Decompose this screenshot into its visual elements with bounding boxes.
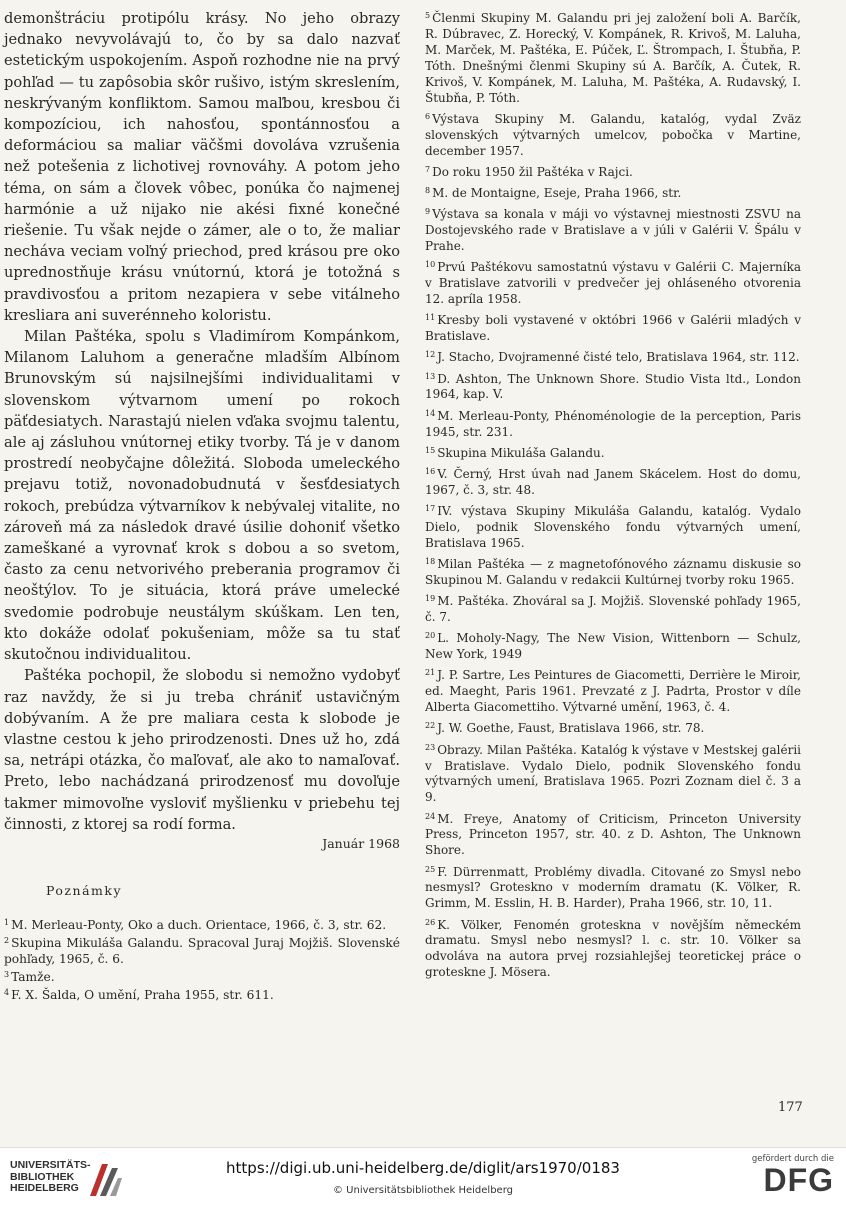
library-name-line: UNIVERSITÄTS- bbox=[10, 1159, 91, 1171]
footnote bbox=[425, 628, 801, 663]
footnote-text: Výstava Skupiny M. Galandu, katalóg, vydal Zväz slovenských výtvarných umelcov, pobočka v Martine, december 1957. bbox=[425, 111, 801, 158]
footnote-text: Tamže. bbox=[11, 970, 55, 985]
footnote bbox=[425, 109, 801, 160]
footnote bbox=[4, 985, 400, 1003]
footnote-number: 26 bbox=[425, 917, 436, 927]
library-name-line: BIBLIOTHEK bbox=[10, 1170, 75, 1183]
footnote-number: 12 bbox=[425, 350, 436, 360]
footnote bbox=[425, 501, 801, 552]
footnote bbox=[425, 809, 801, 860]
footnote-text: K. Völker, Fenomén groteskna v novějším německém dramatu. Smysl nebo nesmysl? l. c. str. 10. Völker sa odvoláva na autora prvej rozsiahlejšej teoretickej práce o groteskne J. Mösera. bbox=[425, 917, 801, 980]
page-number: 177 bbox=[778, 1100, 803, 1115]
footnote-text: J. Stacho, Dvojramenné čisté telo, Bratislava 1964, str. 112. bbox=[437, 350, 800, 365]
footnote-number: 20 bbox=[425, 631, 436, 641]
footnote-number: 24 bbox=[425, 811, 436, 821]
footnote bbox=[425, 718, 801, 737]
footnote bbox=[4, 933, 400, 967]
footnote-number: 9 bbox=[425, 207, 431, 217]
footnote bbox=[425, 443, 801, 462]
footnote-number: 8 bbox=[425, 185, 431, 195]
funder-caption: gefördert durch die bbox=[751, 1154, 834, 1164]
footnote-number: 5 bbox=[425, 11, 431, 20]
footnote bbox=[425, 591, 801, 626]
footnote-number: 15 bbox=[425, 445, 436, 455]
footnote bbox=[425, 665, 801, 716]
footnote bbox=[425, 369, 801, 404]
date-line: Január 1968 bbox=[322, 835, 400, 851]
footnote-number: 18 bbox=[425, 557, 436, 567]
footnote-text: M. Paštéka. Zhováral sa J. Mojžiš. Slovenské pohľady 1965, č. 7. bbox=[425, 594, 801, 625]
footnote-text: Prvú Paštékovu samostatnú výstavu v Galérii C. Majerníka v Bratislave zatvorili v predvečer jej ohláseného otvorenia 12. apríla 1958. bbox=[425, 260, 801, 306]
body-paragraph: demonštráciu protipólu krásy. No jeho obrazy jednako nevyvolávajú to, čo by sa dalo nazvať estetickým uspokojením. Aspoň rozhodne nie na prvý pohľad — tu zapôsobia skôr rušivo, istým skreslením, neskrývaným konfliktom. Samou maľbou, kresbou či kompozíciou, ich nahosťou, spontánnosťou a deformáciou sa maliar väčšmi dovoláva vzrušenia než potešenia z lichotivej rovnováhy. A potom jeho téma, on sám a človek vôbec, ponúka čo najmenej harmónie a už nijako nie akési fixné konečné riešenie. Tu však nejde o zámer, ale o to, že maliar necháva veciam voľný priechod, pred krásou pre oko uprednostňuje krásu vnútornú, ktorá je totožná s pravdivosťou a pritom nezapiera v sebe vitálneho kresliara ani suverénneho koloristu. bbox=[4, 10, 400, 324]
right-column bbox=[425, 8, 801, 983]
footnote bbox=[4, 967, 400, 985]
footnote bbox=[425, 8, 801, 106]
footnote-text: Milan Paštéka — z magnetofónového záznamu diskusie so Skupinou M. Galandu v redakcii Kultúrnej tvorby roku 1965. bbox=[425, 557, 801, 587]
footnote-text: J. W. Goethe, Faust, Bratislava 1966, str. 78. bbox=[437, 721, 705, 736]
footnote-number: 10 bbox=[425, 260, 436, 270]
footnote-number: 2 bbox=[4, 936, 10, 946]
footnote-number: 6 bbox=[425, 111, 431, 121]
footnote bbox=[425, 554, 801, 589]
footnote bbox=[425, 183, 801, 202]
dfg-logo[interactable] bbox=[744, 1154, 834, 1196]
footnote-text: IV. výstava Skupiny Mikuláša Galandu, katalóg. Vydalo Dielo, podnik Slovenského fondu výtvarných umení, Bratislava 1965. bbox=[425, 504, 801, 550]
footnote bbox=[425, 740, 801, 807]
viewer-footer bbox=[0, 1147, 846, 1208]
footnote-number: 16 bbox=[425, 466, 436, 476]
footnote-text: V. Černý, Hrst úvah nad Janem Skácelem. Host do domu, 1967, č. 3, str. 48. bbox=[425, 466, 801, 497]
footnote-text: Výstava sa konala v máji vo výstavnej miestnosti ZSVU na Dostojevského rade v Bratislave a v júli v Galérii V. Špálu v Prahe. bbox=[425, 207, 801, 253]
library-name-line: HEIDELBERG bbox=[10, 1182, 79, 1194]
footnote bbox=[4, 915, 400, 933]
footnote-number: 22 bbox=[425, 721, 436, 731]
footnote bbox=[425, 162, 801, 181]
footnote-text: Členmi Skupiny M. Galandu pri jej založení boli A. Barčík, R. Dúbravec, Z. Horecký, V. Kompánek, R. Krivoš, M. Laluha, M. Marček, M. Paštéka, E. Púček, Ľ. Štrompach, I. Štubňa, P. Tóth. Dnešnými členmi Skupiny sú A. Barčík, A. Čutek, R. Krivoš, V. Kompánek, M. Laluha, M. Paštéka, A. Rudavský, I. Štubňa, P. Tóth. bbox=[425, 11, 801, 105]
footnote-number: 25 bbox=[425, 864, 436, 874]
footnote-text: Kresby boli vystavené v októbri 1966 v Galérii mladých v Bratislave. bbox=[425, 313, 801, 344]
body-paragraph: Milan Paštéka, spolu s Vladimírom Kompánkom, Milanom Laluhom a generačne mladším Albínom Brunovským sú najsilnejšími individualitami v slovenskom výtvarnom umení po rokoch päťdesiatych. Narastajú nielen vďaka svojmu talentu, ale aj zásluhou vnútornej etiky tvorby. Tá je v danom prostredí neobyčajne dôležitá. Sloboda umeleckého prejavu totiž, novonadobudnutá v šesťdesiatych rokoch, prebúdza výtvarníkov k nebývalej vitalite, no zároveň má za následok dravé úsilie dohoniť všetko zameškané a vyrovnať krok s dobou a so svetom, často za cenu netvorivého preberania programov či neoštýlov. To je situácia, ktorá práve umelecké svedomie podrobuje neustálym skúškam. Len ten, kto dokáže odolať pokušeniam, môže sa tu stať skutočnou individualitou. bbox=[4, 328, 400, 664]
footnote-number: 13 bbox=[425, 371, 436, 381]
footnote bbox=[425, 915, 801, 982]
footnote-text: Do roku 1950 žil Paštéka v Rajci. bbox=[432, 164, 633, 179]
notes-heading: Poznámky bbox=[46, 883, 123, 899]
footnote-number: 17 bbox=[425, 504, 436, 514]
footnote-text: M. Merleau-Ponty, Oko a duch. Orientace, 1966, č. 3, str. 62. bbox=[11, 918, 387, 933]
footnote bbox=[425, 464, 801, 499]
dfg-wordmark: DFG bbox=[763, 1162, 834, 1198]
footnote bbox=[425, 862, 801, 913]
footnote-text: J. P. Sartre, Les Peintures de Giacometti, Derrière le Miroir, ed. Maeght, Paris 1961. Prevzaté z J. Padrta, Prostor v díle Alberta Giacomettiho. Výtvarné umění, 1963, č. 4. bbox=[425, 668, 801, 715]
left-column bbox=[4, 8, 400, 1003]
footnote-text: Skupina Mikuláša Galandu. Spracoval Juraj Mojžiš. Slovenské pohľady, 1965, č. 6. bbox=[4, 936, 400, 967]
footnote bbox=[425, 310, 801, 345]
footnote-text: M. Merleau-Ponty, Phénoménologie de la perception, Paris 1945, str. 231. bbox=[425, 408, 801, 439]
body-paragraph: Paštéka pochopil, že slobodu si nemožno vydobyť raz navždy, že si ju treba chrániť ustavičným dobývaním. A že pre maliara cesta k slobode je vlastne cestou k jeho prirodzenosti. Dnes už ho, zdá sa, netrápi otázka, čo maľovať, ale ako to namaľovať. Preto, lebo nachádzaná prirodzenosť mu dovoľuje takmer mimovoľne vysloviť myšlienku v priebehu tej činnosti, z ktorej sa rodí forma. bbox=[4, 667, 400, 833]
footnote-number: 1 bbox=[4, 918, 10, 928]
footnote-text: F. X. Šalda, O umění, Praha 1955, str. 611. bbox=[11, 988, 274, 1003]
footnote bbox=[425, 406, 801, 441]
footnote-text: L. Moholy-Nagy, The New Vision, Wittenborn — Schulz, New York, 1949 bbox=[425, 631, 801, 662]
footnote-number: 3 bbox=[4, 970, 10, 980]
footnote-text: M. de Montaigne, Eseje, Praha 1966, str. bbox=[432, 185, 682, 200]
footnote-text: Obrazy. Milan Paštéka. Katalóg k výstave v Mestskej galérii v Bratislave. Vydalo Dielo, podnik Slovenského fondu výtvarných umení, Bratislava 1965. Pozri Zoznam diel č. 3 a 9. bbox=[425, 742, 801, 805]
footnote-number: 4 bbox=[4, 988, 10, 998]
footnote-number: 21 bbox=[425, 668, 436, 678]
footnote bbox=[425, 204, 801, 255]
footnote-text: D. Ashton, The Unknown Shore. Studio Vista ltd., London 1964, kap. V. bbox=[425, 371, 801, 402]
footnote-number: 7 bbox=[425, 164, 431, 174]
footnote-text: Skupina Mikuláša Galandu. bbox=[437, 445, 605, 460]
footnote bbox=[425, 347, 801, 366]
notes-list bbox=[4, 915, 400, 1003]
footnote-number: 11 bbox=[425, 313, 436, 323]
footnote bbox=[425, 257, 801, 308]
footnote-number: 23 bbox=[425, 742, 436, 752]
footnote-text: M. Freye, Anatomy of Criticism, Princeton University Press, Princeton 1957, str. 40. z D. Ashton, The Unknown Shore. bbox=[425, 811, 801, 858]
document-url-link[interactable]: https://digi.ub.uni-heidelberg.de/diglit/ars1970/0183 bbox=[226, 1159, 620, 1177]
footnote-number: 14 bbox=[425, 408, 436, 418]
footnote-number: 19 bbox=[425, 594, 436, 604]
copyright-text: © Universitätsbibliothek Heidelberg bbox=[332, 1185, 513, 1196]
footnote-text: F. Dürrenmatt, Problémy divadla. Citované zo Smysl nebo nesmysl? Groteskno v moderním dramatu (K. Völker, R. Grimm, M. Esslin, H. B. Harder), Praha 1966, str. 10, 11. bbox=[425, 864, 801, 911]
